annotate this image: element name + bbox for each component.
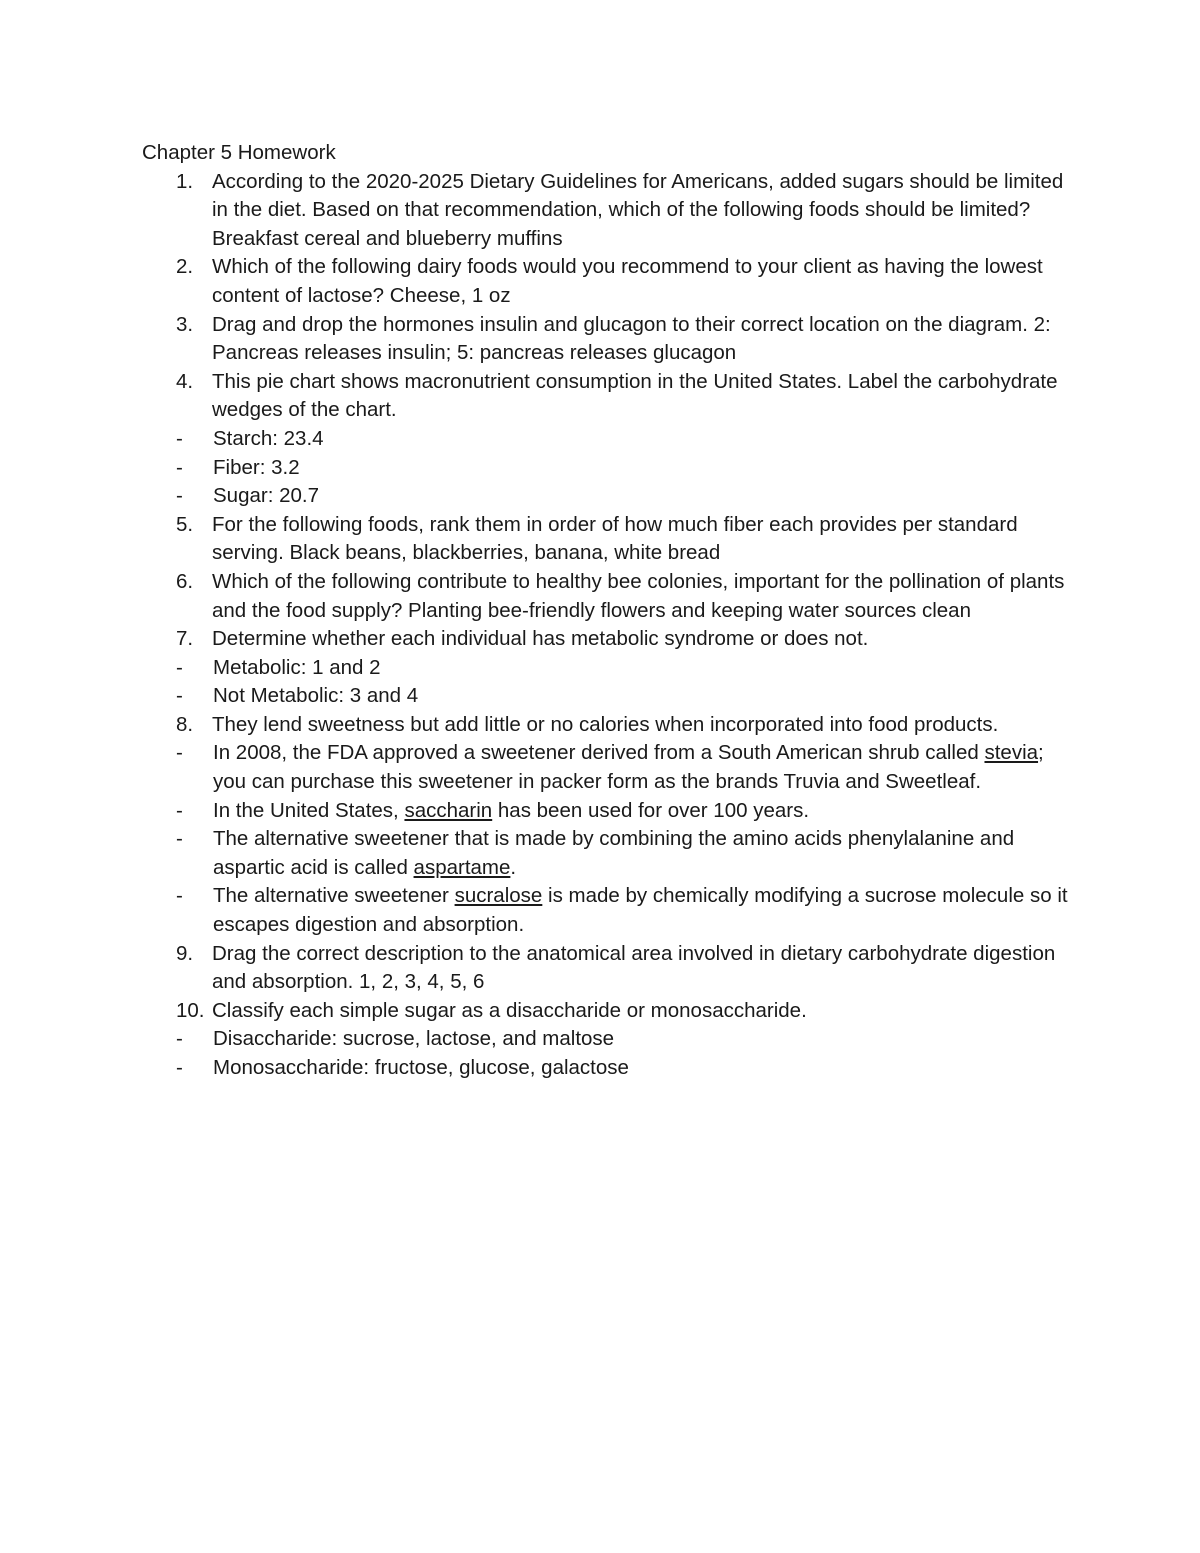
question-number: 1. xyxy=(176,169,194,193)
question-text: They lend sweetness but add little or no calories when incorporated into food products. xyxy=(212,712,999,736)
answer-item xyxy=(142,1054,1072,1083)
answer-item xyxy=(142,425,1072,454)
answer-item xyxy=(142,654,1072,683)
question-number: 2. xyxy=(176,255,194,279)
question-text: Which of the following dairy foods would you recommend to your client as having the lowest content of lactose? Cheese, 1 oz xyxy=(212,255,1043,307)
answer-item xyxy=(142,454,1072,483)
answer-text-before: The alternative sweetener xyxy=(213,884,455,908)
dash-bullet: - xyxy=(176,484,183,508)
answer-text-after: is made by chemically modifying a sucrose molecule so it escapes digestion and absorption. xyxy=(213,884,1068,937)
question-item xyxy=(142,940,1072,997)
answer-text: Starch: 23.4 xyxy=(213,426,324,450)
underlined-term: saccharin xyxy=(404,798,493,822)
question-item xyxy=(142,253,1072,310)
answer-text: Metabolic: 1 and 2 xyxy=(213,655,381,679)
answer-sublist-container xyxy=(142,425,1072,511)
answer-sublist xyxy=(142,1025,1072,1082)
answer-text-before: In the United States, xyxy=(213,798,405,822)
question-number: 5. xyxy=(176,512,194,536)
question-item xyxy=(142,511,1072,568)
question-text: Determine whether each individual has metabolic syndrome or does not. xyxy=(212,627,869,651)
answer-sublist xyxy=(142,425,1072,511)
dash-bullet: - xyxy=(176,741,183,765)
answer-text-after: . xyxy=(510,855,517,879)
dash-bullet: - xyxy=(176,827,183,851)
answer-text-after: ; you can purchase this sweetener in packer form as the brands Truvia and Sweetleaf. xyxy=(213,741,1044,794)
question-item xyxy=(142,625,1072,654)
answer-item xyxy=(142,797,1072,826)
question-number: 8. xyxy=(176,712,194,736)
answer-text: Monosaccharide: fructose, glucose, galactose xyxy=(213,1056,629,1079)
question-number: 10. xyxy=(176,998,205,1022)
answer-sublist-container xyxy=(142,654,1072,711)
answer-text: Sugar: 20.7 xyxy=(213,484,319,508)
question-text: For the following foods, rank them in order of how much fiber each provides per standard serving. Black beans, blackberries, banana, white bread xyxy=(212,512,1018,565)
answer-sublist-container xyxy=(142,739,1072,939)
question-text: Drag the correct description to the anatomical area involved in dietary carbohydrate digestion and absorption. 1, 2, 3, 4, 5, 6 xyxy=(212,941,1056,994)
underlined-term: sucralose xyxy=(454,884,543,908)
answer-item xyxy=(142,482,1072,511)
dash-bullet: - xyxy=(176,884,183,908)
answer-text: Disaccharide: sucrose, lactose, and maltose xyxy=(213,1027,615,1051)
document-page xyxy=(142,139,1072,1083)
question-item xyxy=(142,568,1072,625)
answer-item xyxy=(142,882,1072,939)
question-text: Classify each simple sugar as a disaccharide or monosaccharide. xyxy=(212,998,807,1022)
question-text: Drag and drop the hormones insulin and glucagon to their correct location on the diagram. 2: Pancreas releases insulin; 5: pancreas releases glucagon xyxy=(212,312,1051,365)
dash-bullet: - xyxy=(176,426,183,450)
question-number: 9. xyxy=(176,941,194,965)
question-text: Which of the following contribute to healthy bee colonies, important for the pollination of plants and the food supply? Planting bee-friendly flowers and keeping water sources clean xyxy=(212,569,1065,622)
dash-bullet: - xyxy=(176,655,183,679)
dash-bullet: - xyxy=(176,455,183,479)
question-item xyxy=(142,711,1072,740)
question-text: This pie chart shows macronutrient consumption in the United States. Label the carbohydrate wedges of the chart. xyxy=(212,369,1058,422)
answer-item xyxy=(142,682,1072,711)
question-item xyxy=(142,168,1072,254)
question-number: 3. xyxy=(176,312,194,336)
dash-bullet: - xyxy=(176,1027,183,1051)
answer-text-before: In 2008, the FDA approved a sweetener derived from a South American shrub called xyxy=(213,741,985,765)
dash-bullet: - xyxy=(176,684,183,708)
question-item xyxy=(142,997,1072,1026)
question-number: 6. xyxy=(176,569,194,593)
question-text: According to the 2020-2025 Dietary Guidelines for Americans, added sugars should be limited in the diet. Based on that recommendation, which of the following foods should be limited? Breakfast cereal and blueberry muffins xyxy=(212,169,1064,250)
answer-text: Not Metabolic: 3 and 4 xyxy=(213,684,419,708)
underlined-term: aspartame xyxy=(413,855,511,879)
answer-sublist-container xyxy=(142,1025,1072,1082)
question-list xyxy=(142,168,1072,1083)
answer-item xyxy=(142,825,1072,882)
dash-bullet: - xyxy=(176,798,183,822)
question-item xyxy=(142,368,1072,425)
question-number: 7. xyxy=(176,627,194,651)
dash-bullet: - xyxy=(176,1056,183,1079)
question-item xyxy=(142,311,1072,368)
underlined-term: stevia xyxy=(984,741,1039,765)
answer-sublist xyxy=(142,654,1072,711)
answer-text-before: The alternative sweetener that is made by combining the amino acids phenylalanine and aspartic acid is called xyxy=(213,827,1015,879)
document-title: Chapter 5 Homework xyxy=(142,141,336,164)
answer-item xyxy=(142,1025,1072,1054)
answer-item xyxy=(142,739,1072,796)
answer-sublist xyxy=(142,739,1072,939)
answer-text: Fiber: 3.2 xyxy=(213,455,300,479)
question-number: 4. xyxy=(176,369,194,393)
answer-text-after: has been used for over 100 years. xyxy=(492,798,810,822)
